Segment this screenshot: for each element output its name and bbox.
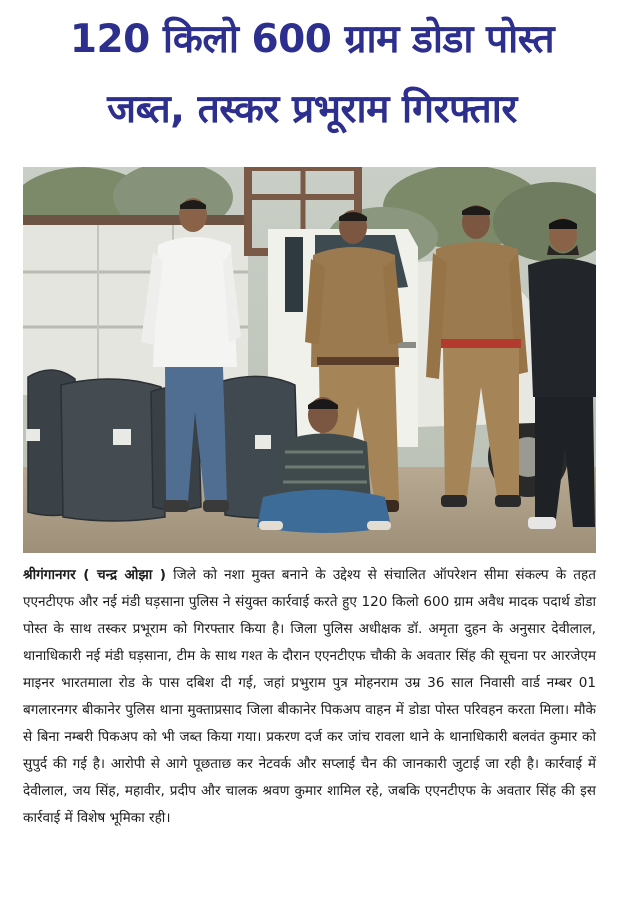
- dateline: श्रीगंगानगर ( चन्द्र ओझा ): [23, 567, 166, 583]
- headline-line-1: 120 किलो 600 ग्राम डोडा पोस्त: [69, 17, 555, 62]
- article-text: जिले को नशा मुक्त बनाने के उद्देश्य से संचालित ऑपरेशन सीमा संकल्प के तहत एएनटीएफ और नई मंडी घड़साना पुलिस ने संयुक्त कार्रवाई करते हुए 120 किलो 600 ग्राम अवैध मादक पदार्थ डोडा पोस्त के साथ तस्कर प्रभूराम को गिरफ्तार किया है। जिला पुलिस अधीक्षक डॉ. अमृता दुहन के अनुसार देवीलाल, थानाधिकारी नई मंडी घड़साना, टीम के साथ गश्त के दौरान एएनटीएफ चौकी के अवतार सिंह की सूचना पर आरजेएम माइनर भारतमाला रोड के पास दबिश दी गई, जहां प्रभुराम पुत्र मोहनराम उम्र 36 साल निवासी वार्ड नम्बर 01 बगलारनगर बीकानेर पुलिस थाना मुक्ताप्रसाद जिला बीकानेर पिकअप वाहन में डोडा पोस्त परिवहन करता मिला। मौके से बिना नम्बरी पिकअप को भी जब्त किया गया। प्रकरण दर्ज कर जांच रावला थाने के थानाधिकारी बलवंत कुमार को सुपुर्द की गई है। आरोपी से आगे पूछताछ कर नेटवर्क और सप्लाई चैन की जानकारी जुटाई जा रही है। कार्रवाई में देवीलाल, जय सिंह, महावीर, प्रदीप और चालक श्रवण कुमार शामिल रहे, जबकि एएनटीएफ के अवतार सिंह की इस कार्रवाई में विशेष भूमिका रही।: [23, 567, 596, 826]
- headline-line-2: जब्त, तस्कर प्रभूराम गिरफ्तार: [107, 87, 517, 132]
- article-paragraph: [23, 562, 596, 832]
- news-photo: [23, 167, 596, 553]
- article-body: [23, 562, 596, 832]
- contraband-sacks: [26, 370, 299, 521]
